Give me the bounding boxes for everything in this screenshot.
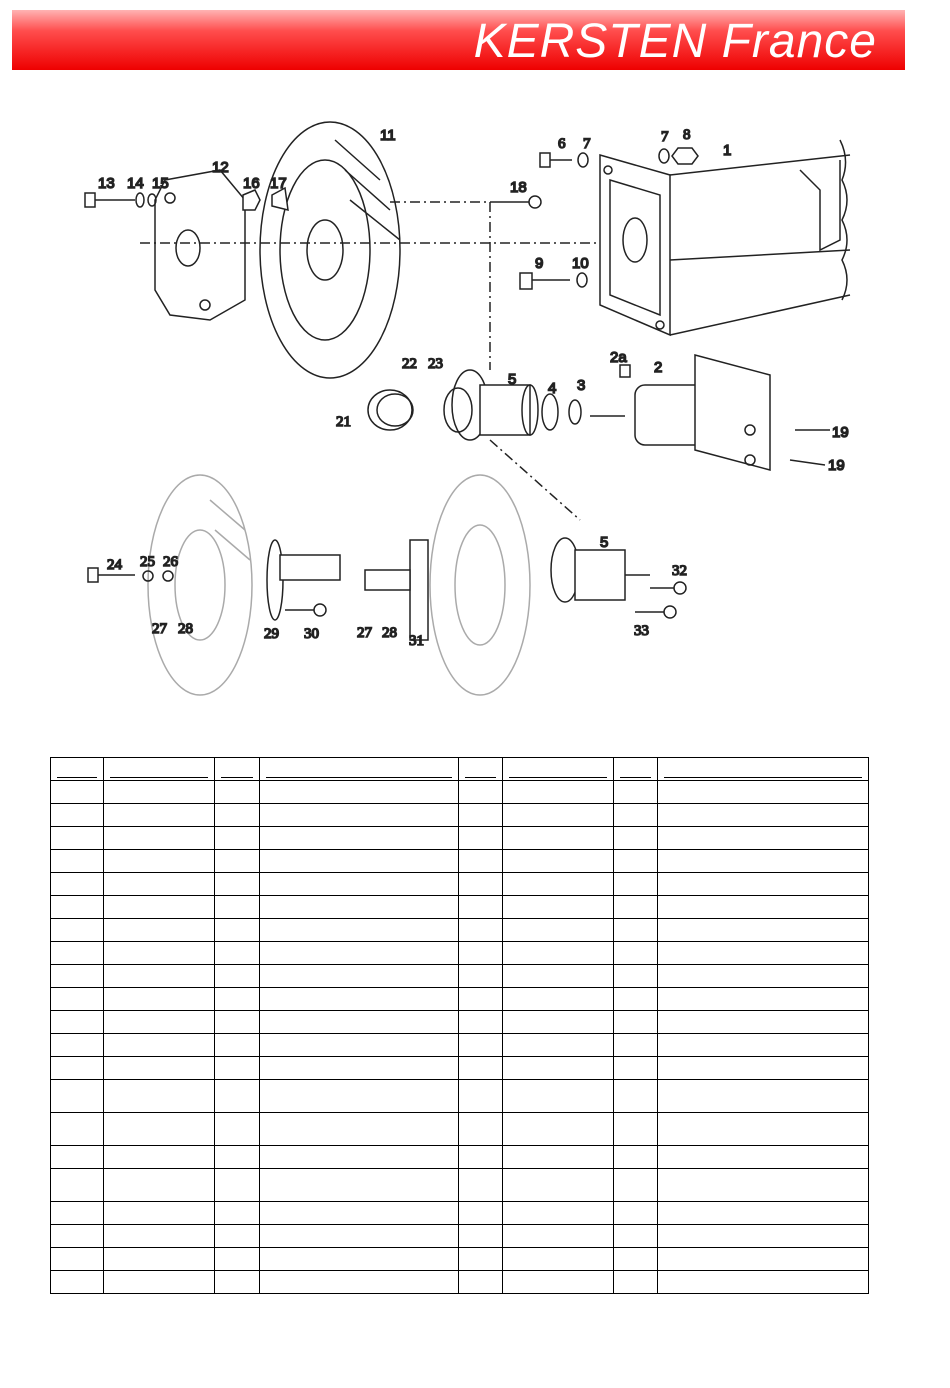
table-row — [51, 781, 869, 804]
table-cell — [503, 988, 614, 1011]
callout-label: 5 — [600, 534, 609, 551]
table-cell — [459, 1169, 503, 1202]
table-cell — [614, 896, 658, 919]
table-cell — [658, 850, 869, 873]
counterweight — [155, 170, 245, 320]
table-cell — [260, 1011, 459, 1034]
table-cell — [503, 1146, 614, 1169]
table-cell — [215, 1034, 260, 1057]
table-cell — [658, 896, 869, 919]
table-cell — [658, 804, 869, 827]
callout-label: 28 — [178, 621, 193, 637]
table-cell — [614, 1080, 658, 1113]
mounting-plate-frame — [600, 140, 850, 335]
table-cell — [503, 827, 614, 850]
table-cell — [658, 1202, 869, 1225]
table-row — [51, 827, 869, 850]
table-row — [51, 1202, 869, 1225]
table-cell — [51, 804, 104, 827]
table-cell — [260, 896, 459, 919]
table-cell — [104, 896, 215, 919]
table-cell — [459, 781, 503, 804]
table-cell — [658, 1169, 869, 1202]
table-cell — [260, 781, 459, 804]
callout-label: 18 — [510, 179, 527, 196]
table-cell — [614, 1146, 658, 1169]
table-cell — [260, 850, 459, 873]
callout-label: 10 — [572, 255, 589, 272]
table-cell — [459, 965, 503, 988]
table-cell — [215, 1225, 260, 1248]
table-cell — [215, 988, 260, 1011]
brand-title: KERSTEN France — [473, 15, 877, 68]
table-cell — [503, 1080, 614, 1113]
table-cell — [658, 919, 869, 942]
table-cell — [215, 781, 260, 804]
table-cell — [503, 965, 614, 988]
callout-label: 23 — [428, 356, 443, 372]
table-cell — [503, 1225, 614, 1248]
header-cell — [459, 758, 503, 781]
header-cell — [215, 758, 260, 781]
table-cell — [104, 965, 215, 988]
callout-label: 13 — [98, 175, 115, 192]
table-row — [51, 1113, 869, 1146]
table-cell — [215, 965, 260, 988]
table-cell — [215, 1169, 260, 1202]
callout-label: 26 — [163, 554, 178, 570]
table-cell — [260, 1080, 459, 1113]
table-cell — [51, 919, 104, 942]
callout-label: 1 — [723, 142, 732, 159]
callout-label: 5 — [508, 371, 517, 388]
table-cell — [503, 804, 614, 827]
table-cell — [215, 1146, 260, 1169]
table-cell — [51, 896, 104, 919]
table-cell — [51, 942, 104, 965]
callout-label: 24 — [107, 557, 122, 573]
table-row — [51, 988, 869, 1011]
callout-label: 21 — [336, 414, 351, 430]
table-cell — [51, 1080, 104, 1113]
table-cell — [614, 1248, 658, 1271]
table-cell — [104, 1057, 215, 1080]
table-cell — [260, 873, 459, 896]
table-cell — [503, 850, 614, 873]
table-cell — [459, 1034, 503, 1057]
table-cell — [658, 1113, 869, 1146]
table-cell — [260, 1225, 459, 1248]
table-row — [51, 1225, 869, 1248]
table-cell — [614, 1034, 658, 1057]
table-cell — [260, 1057, 459, 1080]
callout-label: 3 — [577, 377, 586, 394]
table-cell — [658, 942, 869, 965]
table-row — [51, 896, 869, 919]
callout-label: 28 — [382, 625, 397, 641]
table-cell — [51, 1011, 104, 1034]
table-row — [51, 1146, 869, 1169]
table-cell — [459, 1146, 503, 1169]
table-cell — [215, 1080, 260, 1113]
wheel-lower-right — [365, 475, 686, 695]
callout-label: 14 — [127, 175, 144, 192]
table-row — [51, 1169, 869, 1202]
table-cell — [503, 1202, 614, 1225]
table-cell — [658, 1271, 869, 1294]
table-cell — [614, 827, 658, 850]
table-row — [51, 1057, 869, 1080]
parts-table — [50, 757, 869, 1294]
callout-label: 25 — [140, 554, 155, 570]
callout-label: 15 — [152, 175, 169, 192]
table-cell — [104, 988, 215, 1011]
table-cell — [215, 919, 260, 942]
table-cell — [459, 896, 503, 919]
table-cell — [215, 873, 260, 896]
table-cell — [503, 1169, 614, 1202]
callout-label: 27 — [357, 625, 372, 641]
table-cell — [260, 1202, 459, 1225]
table-cell — [104, 942, 215, 965]
table-cell — [51, 850, 104, 873]
table-cell — [51, 965, 104, 988]
table-cell — [614, 1113, 658, 1146]
table-cell — [260, 1271, 459, 1294]
table-row — [51, 965, 869, 988]
table-cell — [215, 942, 260, 965]
callout-label: 31 — [409, 633, 424, 649]
table-cell — [104, 1169, 215, 1202]
callout-label: 16 — [243, 175, 260, 192]
callout-label: 8 — [683, 127, 691, 143]
table-row — [51, 850, 869, 873]
table-cell — [614, 1011, 658, 1034]
callout-label: 7 — [661, 129, 669, 145]
table-cell — [104, 850, 215, 873]
header-banner — [12, 10, 905, 70]
table-cell — [215, 896, 260, 919]
table-cell — [658, 1248, 869, 1271]
callout-label: 4 — [548, 380, 557, 397]
table-cell — [215, 827, 260, 850]
table-cell — [51, 988, 104, 1011]
table-cell — [260, 919, 459, 942]
exploded-parts-diagram — [60, 100, 880, 710]
table-cell — [614, 1271, 658, 1294]
table-cell — [51, 1034, 104, 1057]
table-cell — [51, 1169, 104, 1202]
table-row — [51, 1034, 869, 1057]
header-cell — [503, 758, 614, 781]
header-cell — [658, 758, 869, 781]
table-cell — [260, 827, 459, 850]
callout-label: 12 — [212, 159, 229, 176]
wheel-upper — [260, 122, 400, 378]
hub-motor-assembly — [368, 355, 830, 470]
callout-label: 27 — [152, 621, 167, 637]
table-cell — [215, 1057, 260, 1080]
table-cell — [260, 1146, 459, 1169]
table-cell — [658, 1034, 869, 1057]
callout-label: 29 — [264, 626, 279, 642]
table-cell — [104, 1080, 215, 1113]
table-cell — [104, 1146, 215, 1169]
table-cell — [658, 965, 869, 988]
table-cell — [260, 1248, 459, 1271]
table-cell — [51, 1146, 104, 1169]
table-cell — [503, 1057, 614, 1080]
table-cell — [51, 827, 104, 850]
table-cell — [104, 873, 215, 896]
table-cell — [614, 850, 658, 873]
table-cell — [215, 1248, 260, 1271]
table-cell — [503, 1034, 614, 1057]
table-cell — [104, 781, 215, 804]
table-cell — [658, 988, 869, 1011]
table-cell — [503, 1011, 614, 1034]
table-cell — [658, 1080, 869, 1113]
table-cell — [614, 1169, 658, 1202]
table-cell — [104, 1271, 215, 1294]
callout-label: 2a — [610, 349, 627, 366]
table-cell — [51, 1113, 104, 1146]
table-cell — [260, 942, 459, 965]
table-row — [51, 804, 869, 827]
table-cell — [503, 919, 614, 942]
table-row — [51, 1080, 869, 1113]
table-row — [51, 942, 869, 965]
parts-table-body — [51, 758, 869, 1294]
table-cell — [215, 1202, 260, 1225]
table-cell — [51, 1057, 104, 1080]
table-cell — [459, 942, 503, 965]
table-cell — [614, 1057, 658, 1080]
table-row — [51, 1011, 869, 1034]
table-cell — [459, 1225, 503, 1248]
table-cell — [104, 919, 215, 942]
table-cell — [658, 1225, 869, 1248]
table-row — [51, 919, 869, 942]
table-cell — [658, 827, 869, 850]
table-cell — [215, 1271, 260, 1294]
callout-label: 17 — [270, 175, 287, 192]
table-cell — [260, 1034, 459, 1057]
table-cell — [503, 1271, 614, 1294]
table-cell — [104, 1034, 215, 1057]
table-cell — [104, 1011, 215, 1034]
table-cell — [51, 1225, 104, 1248]
table-cell — [658, 1057, 869, 1080]
table-cell — [614, 965, 658, 988]
table-row — [51, 1248, 869, 1271]
table-cell — [459, 988, 503, 1011]
callout-label: 33 — [634, 623, 649, 639]
table-cell — [503, 942, 614, 965]
callout-label: 6 — [558, 136, 566, 152]
table-cell — [260, 988, 459, 1011]
table-cell — [503, 1113, 614, 1146]
table-cell — [260, 804, 459, 827]
table-cell — [104, 1113, 215, 1146]
table-cell — [215, 1011, 260, 1034]
table-cell — [459, 919, 503, 942]
table-cell — [459, 850, 503, 873]
table-cell — [503, 873, 614, 896]
table-row — [51, 1271, 869, 1294]
callout-label: 19 — [828, 457, 845, 474]
table-cell — [51, 873, 104, 896]
table-cell — [614, 988, 658, 1011]
table-cell — [459, 804, 503, 827]
table-cell — [104, 1202, 215, 1225]
table-cell — [215, 1113, 260, 1146]
table-cell — [104, 827, 215, 850]
callout-label: 22 — [402, 356, 417, 372]
table-cell — [459, 1202, 503, 1225]
table-header-row — [51, 758, 869, 781]
table-cell — [503, 1248, 614, 1271]
table-cell — [658, 873, 869, 896]
table-cell — [614, 804, 658, 827]
table-cell — [459, 1113, 503, 1146]
callout-label: 11 — [380, 127, 396, 144]
table-cell — [215, 804, 260, 827]
wheel-lower-left — [88, 475, 340, 695]
table-cell — [459, 1080, 503, 1113]
table-cell — [459, 827, 503, 850]
table-cell — [614, 1202, 658, 1225]
table-cell — [614, 942, 658, 965]
callout-label: 30 — [304, 626, 319, 642]
callout-label: 32 — [672, 563, 687, 579]
table-row — [51, 873, 869, 896]
callout-label: 9 — [535, 255, 544, 272]
table-cell — [614, 873, 658, 896]
table-cell — [658, 1011, 869, 1034]
table-cell — [614, 1225, 658, 1248]
table-cell — [104, 1248, 215, 1271]
callout-label: 19 — [832, 424, 849, 441]
table-cell — [51, 1271, 104, 1294]
header-cell — [614, 758, 658, 781]
header-cell — [104, 758, 215, 781]
table-cell — [51, 1248, 104, 1271]
header-cell — [260, 758, 459, 781]
table-cell — [459, 1271, 503, 1294]
table-cell — [51, 1202, 104, 1225]
table-cell — [459, 1248, 503, 1271]
table-cell — [104, 804, 215, 827]
table-cell — [215, 850, 260, 873]
table-cell — [658, 1146, 869, 1169]
callout-label: 2 — [654, 359, 663, 376]
table-cell — [658, 781, 869, 804]
callout-label: 7 — [583, 136, 591, 152]
table-cell — [104, 1225, 215, 1248]
table-cell — [503, 896, 614, 919]
table-cell — [260, 1113, 459, 1146]
table-cell — [503, 781, 614, 804]
table-cell — [614, 919, 658, 942]
table-cell — [51, 781, 104, 804]
table-cell — [614, 781, 658, 804]
header-cell — [51, 758, 104, 781]
table-cell — [459, 873, 503, 896]
table-cell — [260, 1169, 459, 1202]
table-cell — [459, 1057, 503, 1080]
table-cell — [459, 1011, 503, 1034]
table-cell — [260, 965, 459, 988]
